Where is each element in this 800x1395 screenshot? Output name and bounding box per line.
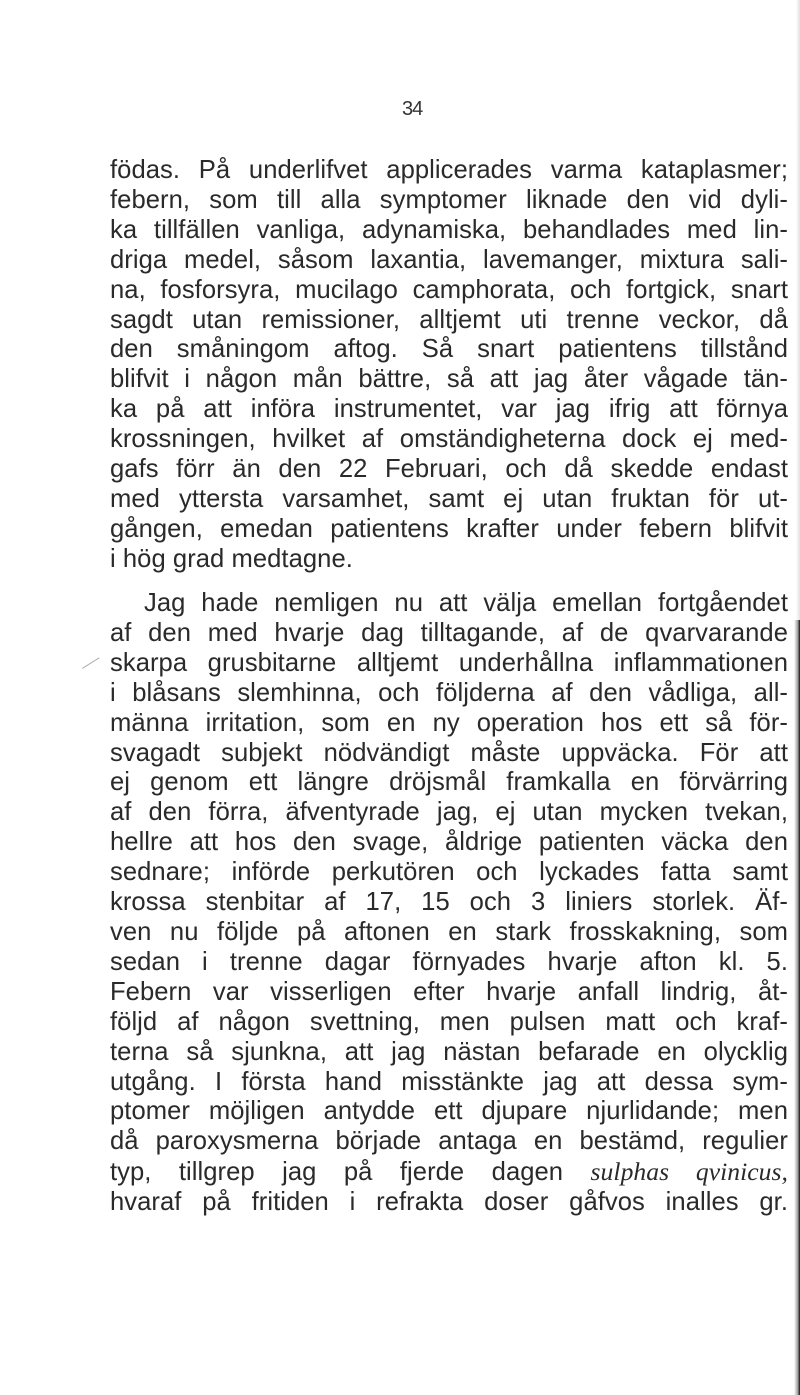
- text-line: gafs förr än den 22 Februari, och då skedde endast: [110, 455, 788, 484]
- text-line: sedan i trenne dagar förnyades hvarje afton kl. 5.: [110, 947, 788, 976]
- text-line: ka på att införa instrumentet, var jag ifrig att förnya: [110, 395, 788, 424]
- text-line: männa irritation, som en ny operation hos ett så för-: [110, 708, 788, 737]
- paragraph-1: [110, 156, 788, 575]
- text-line: den småningom aftog. Så snart patientens tillstånd: [110, 335, 788, 364]
- paragraph-2: [110, 589, 788, 1218]
- text-line: gången, emedan patientens krafter under febern blifvit: [110, 514, 788, 543]
- text-line: ej genom ett längre dröjsmål framkalla en förvärring: [110, 768, 788, 797]
- text-line: följd af någon svettning, men pulsen matt och kraf-: [110, 1007, 788, 1036]
- text-line-with-latin: [110, 1157, 788, 1188]
- pencil-margin-mark: [82, 657, 106, 679]
- text-line: svagadt subjekt nödvändigt måste uppväcka. För att: [110, 738, 788, 767]
- text-line: utgång. I första hand misstänkte jag att dessa sym-: [110, 1067, 788, 1096]
- text-line: na, fosforsyra, mucilago camphorata, och fortgick, snart: [110, 275, 788, 304]
- text-line: skarpa grusbitarne alltjemt underhållna inflammationen: [110, 648, 788, 677]
- text-line: Jag hade nemligen nu att välja emellan fortgåendet: [144, 589, 788, 617]
- text-line: febern, som till alla symptomer liknade den vid dyli-: [110, 185, 788, 214]
- text-line: ka tillfällen vanliga, adynamiska, behandlades med lin-: [110, 215, 788, 244]
- text-line: sednare; införde perkutören och lyckades fatta samt: [110, 858, 788, 887]
- text-line: sagdt utan remissioner, alltjemt uti trenne veckor, då: [110, 305, 788, 334]
- text-line: med yttersta varsamhet, samt ej utan fruktan för ut-: [110, 484, 788, 513]
- page-number: 34: [402, 98, 423, 120]
- text-line: blifvit i någon mån bättre, så att jag åter vågade tän-: [110, 365, 788, 394]
- text-line: ven nu följde på aftonen en stark frosskakning, som: [110, 917, 788, 946]
- text-line: krossa stenbitar af 17, 15 och 3 liniers storlek. Äf-: [110, 888, 788, 917]
- binding-edge-shadow: [794, 620, 800, 1395]
- page-edge-shadow: [796, 0, 800, 620]
- text-line: i hög grad medtagne.: [110, 544, 353, 573]
- text-line: hellre att hos den svage, åldrige patienten väcka den: [110, 828, 788, 857]
- text-line: af den med hvarje dag tilltagande, af de qvarvarande: [110, 618, 788, 647]
- text-line: födas. På underlifvet applicerades varma kataplasmer;: [110, 156, 788, 184]
- text-line: då paroxysmerna började antaga en bestämd, regulier: [110, 1127, 788, 1156]
- text-line: hvaraf på fritiden i refrakta doser gåfvos inalles gr.: [110, 1188, 788, 1217]
- text-line: af den förra, äfventyrade jag, ej utan mycken tvekan,: [110, 798, 788, 827]
- text-line: ptomer möjligen antydde ett djupare njurlidande; men: [110, 1097, 788, 1126]
- text-segment: typ, tillgrep jag på fjerde dagen: [110, 1158, 564, 1187]
- text-line: i blåsans slemhinna, och följderna af den vådliga, all-: [110, 678, 788, 707]
- text-line: krossningen, hvilket af omständigheterna dock ej med-: [110, 425, 788, 454]
- latin-term: sulphas qvinicus,: [590, 1157, 788, 1187]
- text-line: terna så sjunkna, att jag nästan befarade en olycklig: [110, 1037, 788, 1066]
- text-line: driga medel, såsom laxantia, lavemanger, mixtura sali-: [110, 245, 788, 274]
- text-line: Febern var visserligen efter hvarje anfall lindrig, åt-: [110, 977, 788, 1006]
